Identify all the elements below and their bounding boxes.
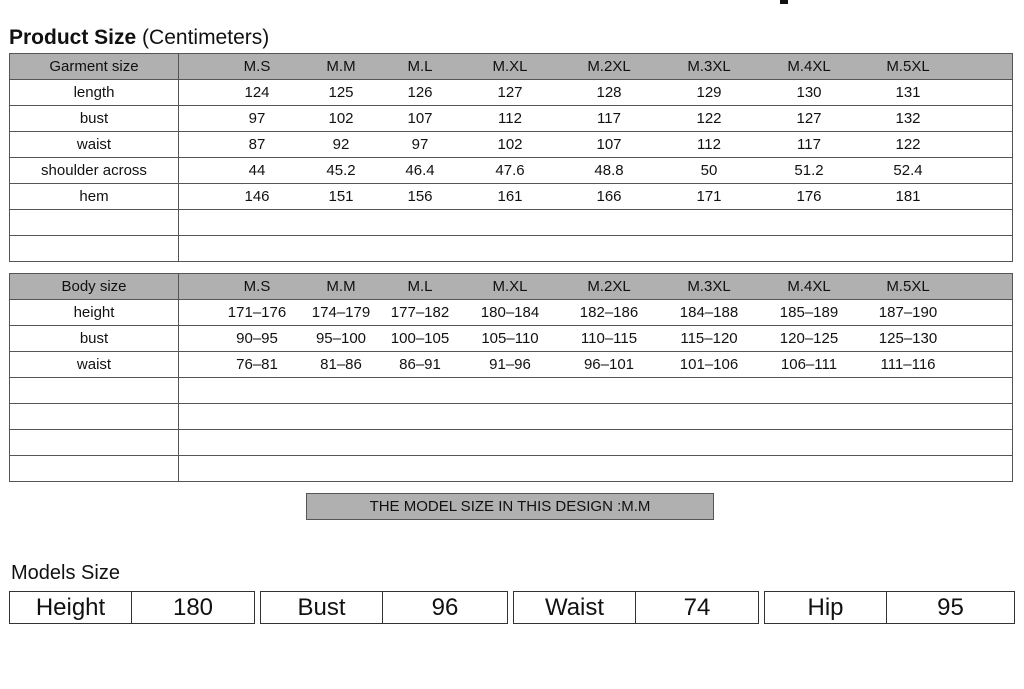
empty-cell xyxy=(10,456,179,482)
garment-row-label: bust xyxy=(10,106,179,132)
body-size-header-cell: M.L xyxy=(407,278,433,295)
garment-value-cell: 122 xyxy=(696,110,722,127)
garment-size-header-cell: M.M xyxy=(326,58,356,75)
model-measure-value: 95 xyxy=(937,594,964,621)
garment-value-cell: 130 xyxy=(796,84,822,101)
body-value-cell: 111–116 xyxy=(880,356,936,373)
garment-value-cell: 97 xyxy=(411,136,429,153)
body-value-cell: 174–179 xyxy=(311,304,371,321)
model-measure-box xyxy=(513,591,759,624)
empty-table-row xyxy=(10,404,1013,430)
model-measure-value: 96 xyxy=(431,594,459,621)
garment-value-cell: 117 xyxy=(797,136,821,153)
garment-value-cell: 44 xyxy=(248,162,266,179)
empty-cell xyxy=(179,456,1013,482)
garment-value-cell: 176 xyxy=(796,188,822,205)
garment-value-cell: 128 xyxy=(596,84,622,101)
garment-size-header-cell: M.XL xyxy=(492,58,528,75)
body-value-cell: 105–110 xyxy=(481,330,539,347)
garment-value-cell: 129 xyxy=(696,84,722,101)
model-measure-value: 180 xyxy=(172,594,214,621)
garment-size-header-cell: M.2XL xyxy=(587,58,631,75)
body-value-cell: 184–188 xyxy=(679,304,739,321)
garment-value-cell: 50 xyxy=(700,162,718,179)
body-size-header-cell: M.S xyxy=(243,278,271,295)
body-size-header-cell: M.XL xyxy=(492,278,528,295)
garment-value-cell: 127 xyxy=(497,84,523,101)
empty-table-row xyxy=(10,430,1013,456)
model-measure-label: Bust xyxy=(261,592,383,623)
title-main: Product Size xyxy=(9,26,137,49)
garment-value-cell: 52.4 xyxy=(893,162,923,179)
table-row xyxy=(10,326,1013,352)
body-size-table xyxy=(9,273,1013,482)
body-value-cell: 177–182 xyxy=(390,304,450,321)
table-row xyxy=(10,132,1013,158)
body-size-header-cell: M.5XL xyxy=(886,278,930,295)
empty-table-row xyxy=(10,456,1013,482)
garment-row-values xyxy=(179,132,1013,158)
empty-cell xyxy=(10,210,179,236)
body-value-cell: 120–125 xyxy=(779,330,839,347)
garment-value-cell: 124 xyxy=(244,84,270,101)
empty-cell xyxy=(179,236,1013,262)
garment-value-cell: 171 xyxy=(696,188,722,205)
garment-value-cell: 181 xyxy=(895,188,921,205)
model-size-banner: THE MODEL SIZE IN THIS DESIGN :M.M xyxy=(306,493,714,520)
garment-value-cell: 127 xyxy=(796,110,822,127)
empty-cell xyxy=(179,430,1013,456)
body-value-cell: 110–115 xyxy=(580,330,638,347)
garment-value-cell: 151 xyxy=(328,188,354,205)
garment-value-cell: 156 xyxy=(407,188,433,205)
empty-cell xyxy=(10,404,179,430)
empty-cell xyxy=(179,378,1013,404)
garment-value-cell: 102 xyxy=(497,136,523,153)
garment-value-cell: 117 xyxy=(597,110,621,127)
garment-size-header-cell: M.4XL xyxy=(787,58,831,75)
model-measure-box xyxy=(764,591,1015,624)
garment-value-cell: 132 xyxy=(895,110,921,127)
garment-size-header-cell: M.S xyxy=(243,58,271,75)
model-measure-label: Height xyxy=(10,592,132,623)
body-row-label: bust xyxy=(10,326,179,352)
body-value-cell: 185–189 xyxy=(779,304,839,321)
garment-row-label: shoulder across xyxy=(10,158,179,184)
garment-value-cell: 48.8 xyxy=(594,162,624,179)
garment-value-cell: 97 xyxy=(248,110,266,127)
garment-value-cell: 146 xyxy=(244,188,270,205)
garment-size-header-cell: M.L xyxy=(407,58,433,75)
garment-value-cell: 131 xyxy=(895,84,921,101)
garment-size-header-cell: M.5XL xyxy=(886,58,930,75)
garment-value-cell: 47.6 xyxy=(495,162,525,179)
table-row xyxy=(10,184,1013,210)
body-value-cell: 96–101 xyxy=(583,356,635,373)
body-row-values xyxy=(179,300,1013,326)
garment-size-header-cell: M.3XL xyxy=(687,58,731,75)
empty-cell xyxy=(10,236,179,262)
body-value-cell: 115–120 xyxy=(680,330,738,347)
models-size-title: Models Size xyxy=(11,562,120,584)
body-value-cell: 180–184 xyxy=(480,304,540,321)
body-value-cell: 76–81 xyxy=(236,356,278,373)
body-value-cell: 100–105 xyxy=(390,330,450,347)
body-value-cell: 101–106 xyxy=(679,356,739,373)
body-value-cell: 86–91 xyxy=(399,356,441,373)
body-value-cell: 81–86 xyxy=(320,356,362,373)
model-measure-value: 74 xyxy=(683,594,711,621)
table-row xyxy=(10,300,1013,326)
empty-table-row xyxy=(10,210,1013,236)
empty-cell xyxy=(179,210,1013,236)
garment-value-cell: 166 xyxy=(596,188,622,205)
body-value-cell: 171–176 xyxy=(227,304,287,321)
garment-value-cell: 51.2 xyxy=(794,162,824,179)
empty-table-row xyxy=(10,378,1013,404)
body-row-values xyxy=(179,326,1013,352)
model-measure-box xyxy=(9,591,255,624)
top-decoration-mark xyxy=(780,0,788,4)
garment-value-cell: 45.2 xyxy=(326,162,356,179)
garment-size-headers xyxy=(179,54,1013,80)
garment-value-cell: 46.4 xyxy=(405,162,435,179)
garment-row-values xyxy=(179,184,1013,210)
garment-value-cell: 102 xyxy=(328,110,354,127)
empty-cell xyxy=(10,430,179,456)
garment-size-table xyxy=(9,53,1013,262)
empty-table-row xyxy=(10,236,1013,262)
garment-value-cell: 112 xyxy=(498,110,522,127)
body-size-header-cell: M.3XL xyxy=(687,278,731,295)
body-size-header-cell: M.4XL xyxy=(787,278,831,295)
body-size-header-cell: M.M xyxy=(326,278,356,295)
garment-value-cell: 122 xyxy=(895,136,921,153)
garment-value-cell: 107 xyxy=(407,110,433,127)
body-row-values xyxy=(179,352,1013,378)
garment-value-cell: 107 xyxy=(596,136,622,153)
body-size-header-cell: M.2XL xyxy=(587,278,631,295)
garment-header-label: Garment size xyxy=(10,54,179,80)
body-row-label: height xyxy=(10,300,179,326)
garment-row-values xyxy=(179,106,1013,132)
table-row xyxy=(10,80,1013,106)
page-title xyxy=(9,26,269,50)
garment-value-cell: 161 xyxy=(497,188,523,205)
title-unit: (Centimeters) xyxy=(142,26,270,49)
model-measure-box xyxy=(260,591,508,624)
body-header-row xyxy=(10,274,1013,300)
body-size-headers xyxy=(179,274,1013,300)
body-value-cell: 182–186 xyxy=(579,304,639,321)
body-header-label: Body size xyxy=(10,274,179,300)
body-value-cell: 125–130 xyxy=(878,330,938,347)
garment-value-cell: 112 xyxy=(697,136,721,153)
garment-row-label: hem xyxy=(10,184,179,210)
garment-value-cell: 92 xyxy=(332,136,350,153)
body-value-cell: 90–95 xyxy=(236,330,278,347)
garment-value-cell: 125 xyxy=(328,84,354,101)
garment-row-values xyxy=(179,158,1013,184)
model-measure-label: Hip xyxy=(765,592,887,623)
table-row xyxy=(10,106,1013,132)
body-value-cell: 95–100 xyxy=(315,330,367,347)
table-row xyxy=(10,352,1013,378)
garment-row-label: length xyxy=(10,80,179,106)
empty-cell xyxy=(10,378,179,404)
body-value-cell: 91–96 xyxy=(489,356,531,373)
garment-value-cell: 126 xyxy=(407,84,433,101)
garment-header-row xyxy=(10,54,1013,80)
table-row xyxy=(10,158,1013,184)
model-measure-label: Waist xyxy=(514,592,636,623)
garment-row-label: waist xyxy=(10,132,179,158)
body-value-cell: 187–190 xyxy=(878,304,938,321)
empty-cell xyxy=(179,404,1013,430)
garment-value-cell: 87 xyxy=(248,136,266,153)
garment-row-values xyxy=(179,80,1013,106)
models-size-row xyxy=(9,591,1013,624)
body-value-cell: 106–111 xyxy=(780,356,838,373)
body-row-label: waist xyxy=(10,352,179,378)
